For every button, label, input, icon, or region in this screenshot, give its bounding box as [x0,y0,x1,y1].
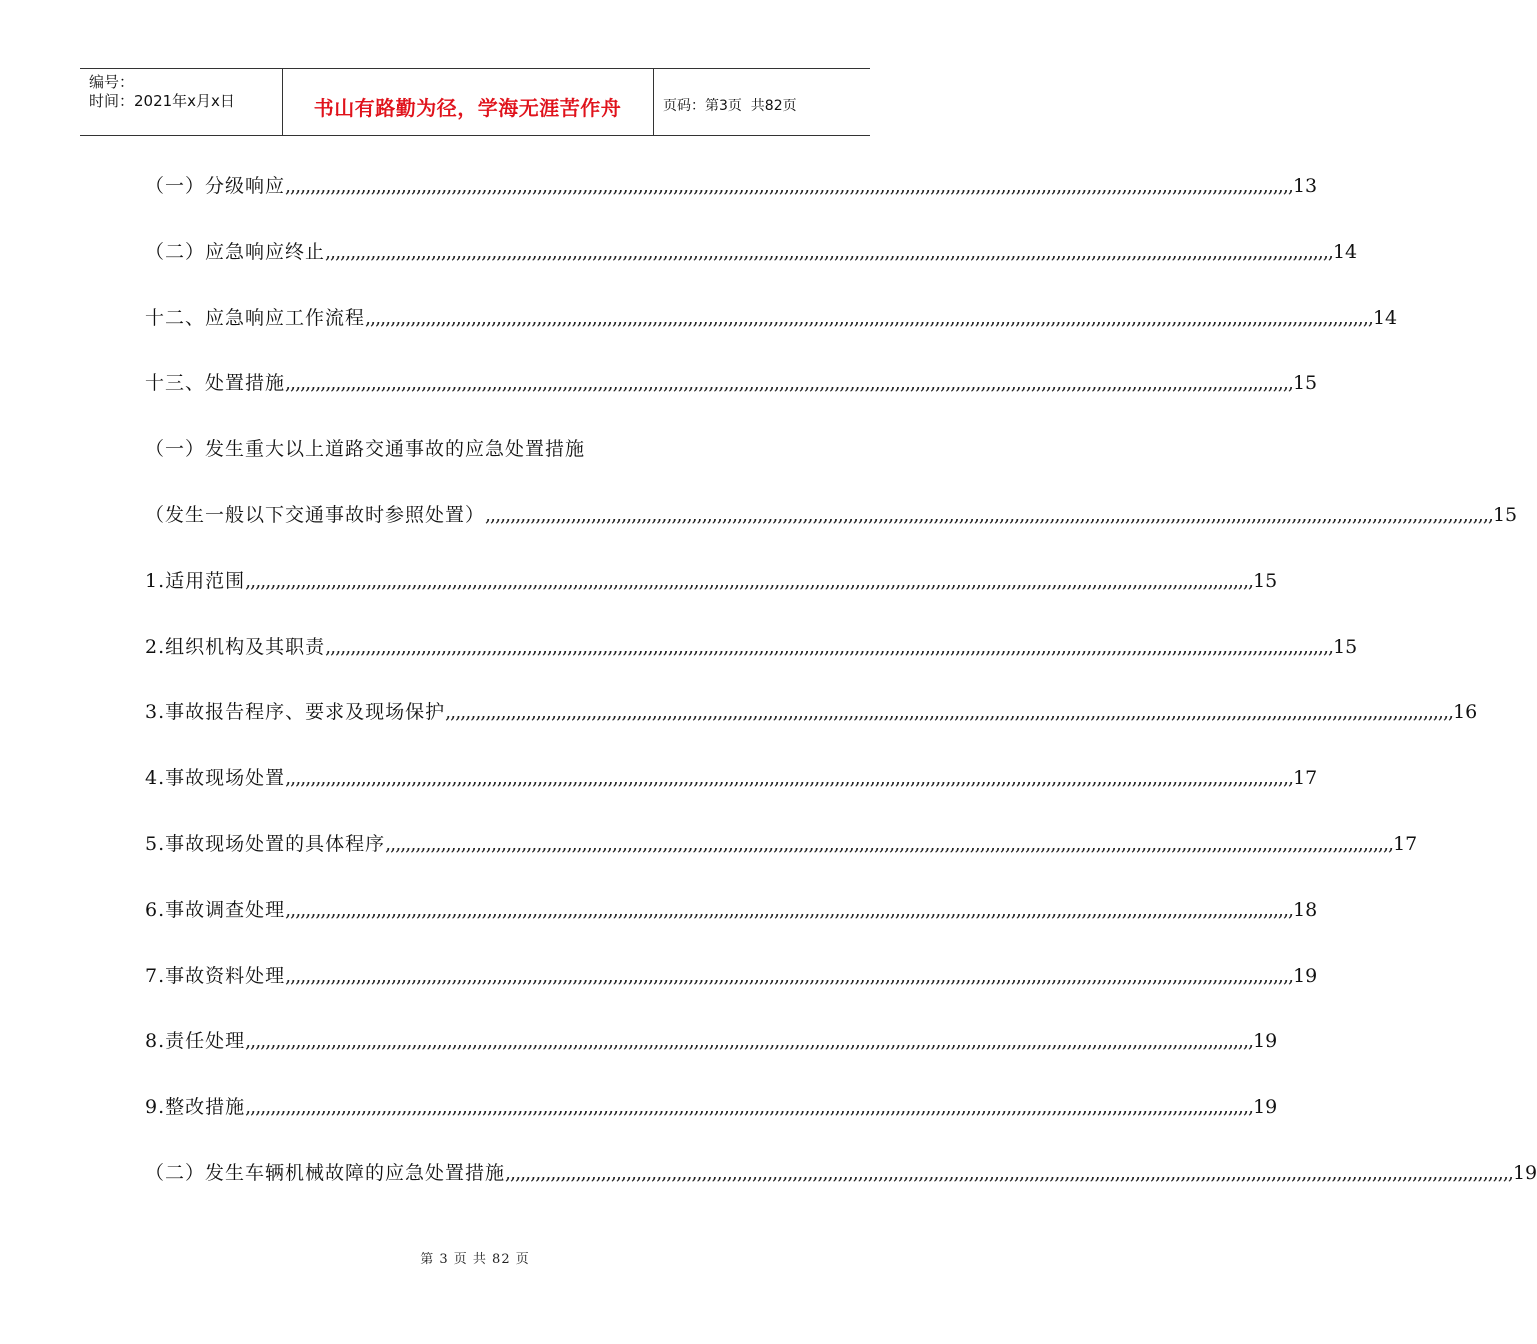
toc-entry[interactable] [145,500,1518,530]
toc-entry-page-number: 19 [1253,1096,1278,1118]
toc-entry-label: 7.事故资料处理 [145,965,286,987]
toc-entry[interactable] [145,237,1358,267]
toc-entry[interactable] [145,632,1358,662]
header-divider [653,69,654,135]
toc-entry-label: 9.整改措施 [145,1096,246,1118]
toc-leader-dots: ,,,,,,,,,,,,,,,,,,,,,,,,,,,,,,,,,,,,,,,,,,,,,,,,,,,,,,,,,,,,,,,,,,,,,,,,,,,,,,,,,,,,,,,,,,,,,,,,,,,,,,,,,,,,,,,,,,,,,,,,,,,,,,,,,,,,,,,,,,,,,,,,,,,,,,,,,,,,,,,,,,,,,,,,,,,,,,,,,,,,,,,,,,,,,,,,,,,,,,,, [245,570,1254,592]
toc-entry[interactable] [145,763,1318,793]
toc-entry-label: （二）应急响应终止 [145,241,326,263]
toc-entry-label: （发生一般以下交通事故时参照处置） [145,504,486,526]
toc-leader-dots: ,,,,,,,,,,,,,,,,,,,,,,,,,,,,,,,,,,,,,,,,,,,,,,,,,,,,,,,,,,,,,,,,,,,,,,,,,,,,,,,,,,,,,,,,,,,,,,,,,,,,,,,,,,,,,,,,,,,,,,,,,,,,,,,,,,,,,,,,,,,,,,,,,,,,,,,,,,,,,,,,,,,,,,,,,,,,,,,,,,,,,,,,,,,,,,,,,,,,,,,, [285,767,1294,789]
toc-entry[interactable] [145,303,1398,333]
page-header [80,68,870,136]
toc-entry[interactable] [145,171,1318,201]
toc-entry-label: 5.事故现场处置的具体程序 [145,833,386,855]
toc-entry-label: （一）分级响应 [145,175,286,197]
toc-entry-label: 6.事故调查处理 [145,899,286,921]
toc-entry[interactable] [145,1158,1537,1188]
toc-entry[interactable] [145,829,1418,859]
page-footer: 第 3 页 共 82 页 [420,1252,530,1267]
toc-entry-page-number: 19 [1512,1162,1537,1184]
toc-leader-dots: ,,,,,,,,,,,,,,,,,,,,,,,,,,,,,,,,,,,,,,,,,,,,,,,,,,,,,,,,,,,,,,,,,,,,,,,,,,,,,,,,,,,,,,,,,,,,,,,,,,,,,,,,,,,,,,,,,,,,,,,,,,,,,,,,,,,,,,,,,,,,,,,,,,,,,,,,,,,,,,,,,,,,,,,,,,,,,,,,,,,,,,,,,,,,,,,,,,,,,,,, [365,307,1373,329]
toc-entry[interactable] [145,697,1478,727]
toc-leader-dots: ,,,,,,,,,,,,,,,,,,,,,,,,,,,,,,,,,,,,,,,,,,,,,,,,,,,,,,,,,,,,,,,,,,,,,,,,,,,,,,,,,,,,,,,,,,,,,,,,,,,,,,,,,,,,,,,,,,,,,,,,,,,,,,,,,,,,,,,,,,,,,,,,,,,,,,,,,,,,,,,,,,,,,,,,,,,,,,,,,,,,,,,,,,,,,,,,,,,,,,,, [285,965,1294,987]
toc-entry[interactable] [145,566,1278,596]
toc-entry-page-number: 18 [1293,899,1318,921]
toc-entry-label: 3.事故报告程序、要求及现场保护 [145,701,446,723]
toc-leader-dots: ,,,,,,,,,,,,,,,,,,,,,,,,,,,,,,,,,,,,,,,,,,,,,,,,,,,,,,,,,,,,,,,,,,,,,,,,,,,,,,,,,,,,,,,,,,,,,,,,,,,,,,,,,,,,,,,,,,,,,,,,,,,,,,,,,,,,,,,,,,,,,,,,,,,,,,,,,,,,,,,,,,,,,,,,,,,,,,,,,,,,,,,,,,,,,,,,,,,,,,,, [245,1096,1254,1118]
toc-entry[interactable] [145,434,715,464]
toc-leader-dots: ,,,,,,,,,,,,,,,,,,,,,,,,,,,,,,,,,,,,,,,,,,,,,,,,,,,,,,,,,,,,,,,,,,,,,,,,,,,,,,,,,,,,,,,,,,,,,,,,,,,,,,,,,,,,,,,,,,,,,,,,,,,,,,,,,,,,,,,,,,,,,,,,,,,,,,,,,,,,,,,,,,,,,,,,,,,,,,,,,,,,,,,,,,,,,,,,,,,,,,,, [325,241,1333,263]
toc-entry-page-number: 17 [1393,833,1418,855]
toc-entry[interactable] [145,1092,1278,1122]
document-number-label: 编号： [89,73,135,91]
toc-entry-label: （一）发生重大以上道路交通事故的应急处置措施 [145,438,586,460]
toc-entry-label: 1.适用范围 [145,570,246,592]
toc-entry-page-number: 16 [1453,701,1478,723]
toc-entry-page-number: 15 [1333,636,1358,658]
toc-entry[interactable] [145,1026,1278,1056]
toc-entry-page-number: 14 [1332,241,1358,263]
toc-entry-page-number: 19 [1253,1030,1278,1052]
toc-entry-label: （二）发生车辆机械故障的应急处置措施 [145,1162,506,1184]
toc-entry-page-number: 15 [1492,504,1518,526]
toc-leader-dots: ,,,,,,,,,,,,,,,,,,,,,,,,,,,,,,,,,,,,,,,,,,,,,,,,,,,,,,,,,,,,,,,,,,,,,,,,,,,,,,,,,,,,,,,,,,,,,,,,,,,,,,,,,,,,,,,,,,,,,,,,,,,,,,,,,,,,,,,,,,,,,,,,,,,,,,,,,,,,,,,,,,,,,,,,,,,,,,,,,,,,,,,,,,,,,,,,,,,,,,,, [285,175,1293,197]
header-left-cell [89,73,235,111]
toc-leader-dots: ,,,,,,,,,,,,,,,,,,,,,,,,,,,,,,,,,,,,,,,,,,,,,,,,,,,,,,,,,,,,,,,,,,,,,,,,,,,,,,,,,,,,,,,,,,,,,,,,,,,,,,,,,,,,,,,,,,,,,,,,,,,,,,,,,,,,,,,,,,,,,,,,,,,,,,,,,,,,,,,,,,,,,,,,,,,,,,,,,,,,,,,,,,,,,,,,,,,,,,,, [485,504,1493,526]
toc-leader-dots: ,,,,,,,,,,,,,,,,,,,,,,,,,,,,,,,,,,,,,,,,,,,,,,,,,,,,,,,,,,,,,,,,,,,,,,,,,,,,,,,,,,,,,,,,,,,,,,,,,,,,,,,,,,,,,,,,,,,,,,,,,,,,,,,,,,,,,,,,,,,,,,,,,,,,,,,,,,,,,,,,,,,,,,,,,,,,,,,,,,,,,,,,,,,,,,,,,,,,,,,, [505,1162,1513,1184]
toc-entry-page-number: 15 [1253,570,1278,592]
toc-leader-dots: ,,,,,,,,,,,,,,,,,,,,,,,,,,,,,,,,,,,,,,,,,,,,,,,,,,,,,,,,,,,,,,,,,,,,,,,,,,,,,,,,,,,,,,,,,,,,,,,,,,,,,,,,,,,,,,,,,,,,,,,,,,,,,,,,,,,,,,,,,,,,,,,,,,,,,,,,,,,,,,,,,,,,,,,,,,,,,,,,,,,,,,,,,,,,,,,,,,,,,,,, [445,701,1454,723]
toc-entry-page-number: 15 [1292,372,1318,394]
toc-entry-page-number: 19 [1293,965,1318,987]
document-date: 时间：2021年x月x日 [89,92,235,110]
header-page-info: 页码：第3页 共82页 [663,98,797,114]
toc-entry[interactable] [145,895,1318,925]
toc-entry-page-number: 14 [1372,307,1398,329]
toc-leader-dots: ,,,,,,,,,,,,,,,,,,,,,,,,,,,,,,,,,,,,,,,,,,,,,,,,,,,,,,,,,,,,,,,,,,,,,,,,,,,,,,,,,,,,,,,,,,,,,,,,,,,,,,,,,,,,,,,,,,,,,,,,,,,,,,,,,,,,,,,,,,,,,,,,,,,,,,,,,,,,,,,,,,,,,,,,,,,,,,,,,,,,,,,,,,,,,,,,,,,,,,,, [285,372,1293,394]
toc-entry-label: 十二、应急响应工作流程 [145,307,366,329]
toc-leader-dots: ,,,,,,,,,,,,,,,,,,,,,,,,,,,,,,,,,,,,,,,,,,,,,,,,,,,,,,,,,,,,,,,,,,,,,,,,,,,,,,,,,,,,,,,,,,,,,,,,,,,,,,,,,,,,,,,,,,,,,,,,,,,,,,,,,,,,,,,,,,,,,,,,,,,,,,,,,,,,,,,,,,,,,,,,,,,,,,,,,,,,,,,,,,,,,,,,,,,,,,,, [385,833,1394,855]
toc-entry[interactable] [145,961,1318,991]
toc-entry-label: 8.责任处理 [145,1030,246,1052]
toc-entry-label: 十三、处置措施 [145,372,286,394]
toc-entry-label: 2.组织机构及其职责 [145,636,326,658]
toc-leader-dots: ,,,,,,,,,,,,,,,,,,,,,,,,,,,,,,,,,,,,,,,,,,,,,,,,,,,,,,,,,,,,,,,,,,,,,,,,,,,,,,,,,,,,,,,,,,,,,,,,,,,,,,,,,,,,,,,,,,,,,,,,,,,,,,,,,,,,,,,,,,,,,,,,,,,,,,,,,,,,,,,,,,,,,,,,,,,,,,,,,,,,,,,,,,,,,,,,,,,,,,,, [245,1030,1254,1052]
toc-leader-dots: ,,,,,,,,,,,,,,,,,,,,,,,,,,,,,,,,,,,,,,,,,,,,,,,,,,,,,,,,,,,,,,,,,,,,,,,,,,,,,,,,,,,,,,,,,,,,,,,,,,,,,,,,,,,,,,,,,,,,,,,,,,,,,,,,,,,,,,,,,,,,,,,,,,,,,,,,,,,,,,,,,,,,,,,,,,,,,,,,,,,,,,,,,,,,,,,,,,,,,,,, [325,636,1334,658]
toc-entry-page-number: 17 [1293,767,1318,789]
toc-entry-label: 4.事故现场处置 [145,767,286,789]
toc-entry-page-number: 13 [1292,175,1318,197]
header-motto: 书山有路勤为径，学海无涯苦作舟 [313,95,622,120]
toc-leader-dots: ,,,,,,,,,,,,,,,,,,,,,,,,,,,,,,,,,,,,,,,,,,,,,,,,,,,,,,,,,,,,,,,,,,,,,,,,,,,,,,,,,,,,,,,,,,,,,,,,,,,,,,,,,,,,,,,,,,,,,,,,,,,,,,,,,,,,,,,,,,,,,,,,,,,,,,,,,,,,,,,,,,,,,,,,,,,,,,,,,,,,,,,,,,,,,,,,,,,,,,,, [285,899,1294,921]
toc-entry[interactable] [145,368,1318,398]
